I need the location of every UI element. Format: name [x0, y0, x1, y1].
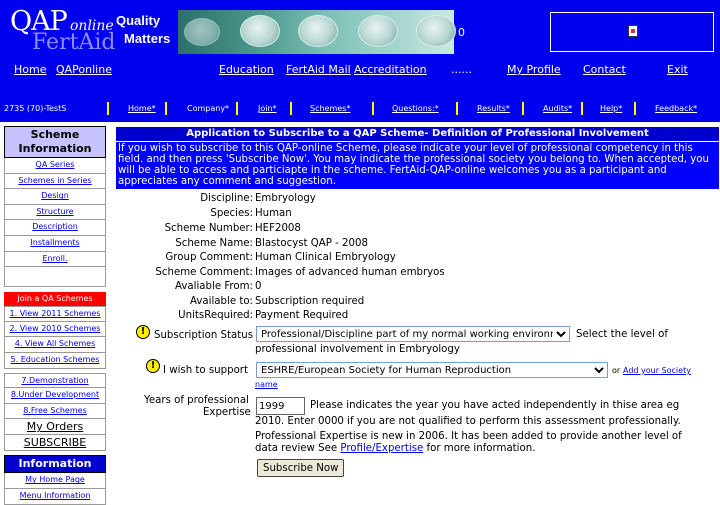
subnav-schemes[interactable]: Schemes*: [310, 104, 351, 113]
nav-separator: [522, 102, 524, 115]
years-help-4: [255, 443, 535, 454]
years-help-1: Please indicates the year you have acted independently in thise area eg: [310, 400, 680, 411]
field-label: Available to:: [189, 296, 253, 307]
embryo-image: [416, 15, 456, 47]
nav-separator: [107, 102, 109, 115]
subscription-form: [116, 127, 719, 474]
field-value: Human Clinical Embryology: [255, 252, 396, 263]
nav-fertaid-mail[interactable]: FertAid Mail: [286, 63, 351, 76]
sidebar-link-structure[interactable]: Structure: [4, 205, 106, 221]
subnav-join[interactable]: Join*: [258, 104, 277, 113]
years-help-2: 2010. Enter 0000 if you are not qualified to perform this assessment professionally.: [255, 416, 681, 427]
field-label: Scheme Comment:: [155, 267, 253, 278]
nav-separator: [290, 102, 292, 115]
information-heading: Information: [4, 455, 106, 473]
years-expertise-input[interactable]: [256, 397, 305, 415]
field-value: Images of advanced human embryos: [255, 267, 445, 278]
embryo-image: [184, 18, 220, 46]
field-label: Scheme Number:: [164, 223, 253, 234]
support-society-select[interactable]: [256, 362, 608, 378]
nav-exit[interactable]: Exit: [667, 63, 688, 76]
nav-separator: [456, 102, 458, 115]
user-id: 2735 (70)-TestS: [4, 104, 67, 113]
secondary-navigation: [0, 101, 720, 119]
sidebar-link-description[interactable]: Description: [4, 220, 106, 236]
header-banner: [0, 0, 720, 122]
years-help-3: Professional Expertise is new in 2006. It has been added to provide another level of: [255, 431, 682, 442]
add-society-link-2[interactable]: name: [255, 380, 278, 389]
nav-separator: [372, 102, 374, 115]
field-value: Embryology: [255, 193, 316, 204]
sidebar-spacer: [4, 267, 106, 287]
scheme-information-heading: Scheme Information: [4, 126, 106, 158]
add-society-link[interactable]: Add your Society: [623, 366, 691, 375]
sidebar-link-enroll[interactable]: Enroll.: [4, 252, 106, 268]
subscription-status-select[interactable]: [256, 326, 570, 342]
nav-contact[interactable]: Contact: [583, 63, 626, 76]
banner-counter: 0: [458, 26, 465, 39]
years-expertise-label-2: Expertise: [203, 407, 251, 418]
document-icon[interactable]: [628, 25, 638, 37]
logo-brand: FertAid: [32, 30, 116, 55]
sidebar-link-my-home-page[interactable]: My Home Page: [4, 473, 106, 489]
sidebar-link-qa-series[interactable]: QA Series: [4, 158, 106, 174]
warning-icon: !: [136, 325, 150, 339]
sidebar-link-menu-information[interactable]: Menu Information: [4, 489, 106, 505]
sidebar-link-design[interactable]: Design: [4, 189, 106, 205]
subnav-home[interactable]: Home*: [128, 104, 156, 113]
field-label: Scheme Name:: [175, 238, 253, 249]
embryo-image: [240, 15, 280, 47]
sidebar-link-under-development[interactable]: 8.Under Development: [4, 388, 106, 404]
tagline-line1: Quality: [116, 13, 161, 28]
subnav-results[interactable]: Results*: [477, 104, 510, 113]
or-text: or: [612, 366, 621, 375]
form-title: Application to Subscribe to a QAP Scheme- Definition of Professional Involvement: [116, 127, 719, 141]
nav-separator: [236, 102, 238, 115]
nav-separator: [165, 102, 167, 115]
subscription-status-label: Subscription Status: [154, 330, 253, 341]
left-sidebar: [4, 126, 106, 505]
join-schemes-header: Join a QA Schemes: [4, 292, 106, 306]
field-value: HEF2008: [255, 223, 301, 234]
tagline: [116, 12, 176, 48]
years-expertise-label: Years of professional: [144, 395, 249, 406]
subscription-status-hint-2: professional involvement in Embryology: [255, 344, 460, 355]
nav-separator: [581, 102, 583, 115]
sidebar-link-2010-schemes[interactable]: 2. View 2010 Schemes: [4, 322, 106, 338]
nav-qaponline[interactable]: QAPonline: [56, 63, 112, 76]
field-label: Avaliable From:: [174, 281, 253, 292]
sidebar-link-demonstration[interactable]: 7.Demonstration: [4, 373, 106, 389]
subnav-questions[interactable]: Questions:*: [392, 104, 439, 113]
sidebar-link-all-schemes[interactable]: 4. View All Schemes: [4, 337, 106, 353]
sidebar-link-education-schemes[interactable]: 5. Education Schemes: [4, 353, 106, 369]
years-help-4-prefix: data review See: [255, 443, 338, 454]
field-label: Group Comment:: [165, 252, 253, 263]
field-value: 0: [255, 281, 262, 292]
subscribe-now-button[interactable]: Subscribe Now: [257, 459, 344, 477]
subnav-help[interactable]: Help*: [600, 104, 623, 113]
embryo-image: [298, 15, 338, 47]
embryo-images-banner: [178, 10, 454, 54]
subnav-feedback[interactable]: Feedback*: [655, 104, 698, 113]
embryo-image: [358, 15, 398, 47]
qaponline-logo[interactable]: [2, 4, 116, 58]
sidebar-link-installments[interactable]: Installments: [4, 236, 106, 252]
nav-my-profile[interactable]: My Profile: [507, 63, 561, 76]
support-society-label: I wish to support: [163, 365, 248, 376]
top-navigation: [0, 63, 720, 79]
field-value: Human: [255, 208, 292, 219]
sidebar-link-schemes-in-series[interactable]: Schemes in Series: [4, 174, 106, 190]
profile-expertise-link[interactable]: Profile/Expertise: [340, 443, 424, 454]
warning-icon: !: [146, 359, 160, 373]
sidebar-link-free-schemes[interactable]: 8.Free Schemes: [4, 404, 106, 420]
nav-education[interactable]: Education: [219, 63, 274, 76]
sidebar-link-subscribe[interactable]: SUBSCRIBE: [4, 435, 106, 451]
years-help-4-suffix: for more information.: [426, 443, 536, 454]
logo-sub: online: [70, 18, 114, 34]
nav-accreditation[interactable]: Accreditation: [354, 63, 427, 76]
nav-more[interactable]: ......: [451, 63, 472, 76]
form-intro-text: If you wish to subscribe to this QAP-online Scheme, please indicate your level of professional competency in this field. and then press 'Subscribe Now'. You may indicate the professional society you belong to. When accepted, you will be able to access and particiapte in the scheme. FertAid-QAP-online welcomes you as a participant and appreciates any comment and suggestion.: [116, 142, 719, 189]
field-label: Species:: [210, 208, 253, 219]
nav-separator: [634, 102, 636, 115]
field-value: Payment Required: [255, 310, 349, 321]
field-label: UnitsRequired:: [178, 310, 253, 321]
field-value: Subscription required: [255, 296, 365, 307]
subnav-company[interactable]: Company*: [187, 104, 230, 113]
subscription-status-hint: Select the level of: [576, 329, 668, 340]
tagline-line2: Matters: [124, 31, 171, 46]
field-value: Blastocyst QAP - 2008: [255, 238, 368, 249]
logo-main: QAP: [10, 6, 67, 37]
nav-home[interactable]: Home: [14, 63, 47, 76]
subnav-audits[interactable]: Audits*: [543, 104, 573, 113]
sidebar-link-2011-schemes[interactable]: 1. View 2011 Schemes: [4, 306, 106, 322]
field-label: Discipline:: [200, 193, 253, 204]
sidebar-link-my-orders[interactable]: My Orders: [4, 419, 106, 435]
banner-right-box: [550, 12, 714, 52]
